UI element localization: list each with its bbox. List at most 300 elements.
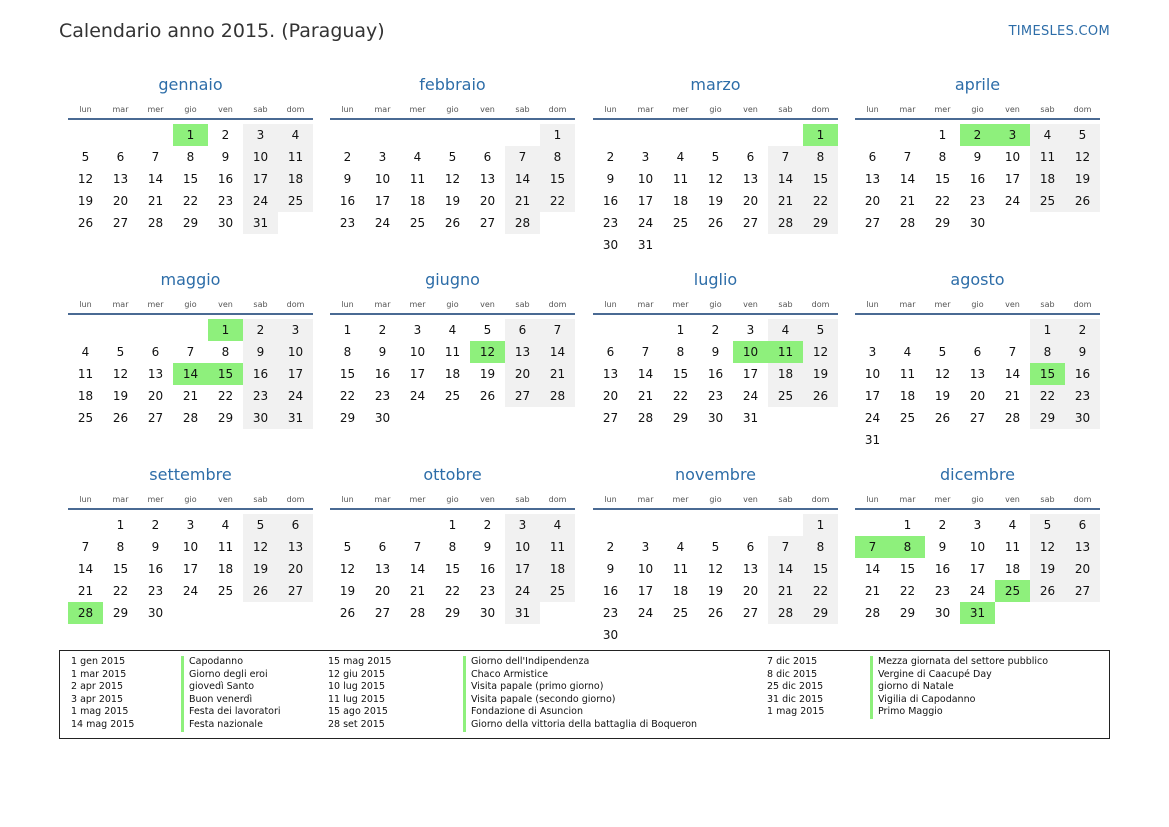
month-febbraio [330, 74, 575, 234]
day-cell: 26 [77, 216, 94, 230]
weekday-label: lun [866, 495, 879, 504]
weekday-label: lun [341, 495, 354, 504]
weekday-label: gio [184, 105, 197, 114]
day-cell: 18 [77, 389, 94, 403]
day-cell: 25 [672, 216, 689, 230]
day-cell: 19 [444, 194, 461, 208]
day-cell: 27 [864, 216, 881, 230]
weekday-label: gio [971, 105, 984, 114]
weekday-label: gio [971, 495, 984, 504]
day-cell: 22 [1030, 385, 1065, 407]
day-cell: 13 [147, 367, 164, 381]
day-cell: 31 [278, 407, 313, 429]
day-cell: 16 [934, 562, 951, 576]
day-cell: 27 [112, 216, 129, 230]
day-cell: 2 [343, 150, 352, 164]
day-cell: 4 [81, 345, 90, 359]
day-cell: 15 [540, 168, 575, 190]
day-cell: 22 [899, 584, 916, 598]
day-cell: 27 [147, 411, 164, 425]
months-container [68, 74, 1101, 644]
day-cell: 20 [864, 194, 881, 208]
legend-holiday-name: Festa nazionale [181, 719, 281, 732]
day-cell: 20 [742, 584, 759, 598]
day-cell: 2 [378, 323, 387, 337]
weekday-label: gio [446, 495, 459, 504]
day-cell: 13 [505, 341, 540, 363]
weekday-label: mer [934, 300, 951, 309]
weekday-label: ven [218, 105, 233, 114]
day-cell: 20 [505, 363, 540, 385]
day-cell: 22 [444, 584, 461, 598]
day-cell: 19 [112, 389, 129, 403]
legend-names-col-3 [870, 656, 1048, 719]
day-cell: 14 [864, 562, 881, 576]
day-cell: 17 [637, 584, 654, 598]
weekday-header [330, 293, 575, 315]
day-cell: 16 [243, 363, 278, 385]
month-title: luglio [693, 270, 738, 289]
day-cell: 15 [672, 367, 689, 381]
weekday-label: gio [184, 300, 197, 309]
day-cell: 24 [505, 580, 540, 602]
day-cell: 19 [707, 194, 724, 208]
weekday-label: mar [637, 300, 654, 309]
day-cell: 4 [540, 514, 575, 536]
legend-date: 3 apr 2015 [71, 693, 124, 705]
weekday-header [593, 98, 838, 120]
legend-holiday-name: Visita papale (secondo giorno) [463, 694, 697, 707]
day-cell: 15 [112, 562, 129, 576]
day-cell: 18 [768, 363, 803, 385]
day-cell: 11 [672, 172, 689, 186]
day-cell: 24 [374, 216, 391, 230]
day-cell: 5 [1030, 514, 1065, 536]
legend-date: 15 ago 2015 [328, 706, 388, 718]
legend-names-col-2 [463, 656, 697, 732]
day-cell: 23 [217, 194, 234, 208]
day-cell: 23 [707, 389, 724, 403]
legend-holiday-name: giovedì Santo [181, 681, 281, 694]
day-cell: 18 [409, 194, 426, 208]
day-cell: 1 [1030, 319, 1065, 341]
day-cell: 20 [742, 194, 759, 208]
day-cell: 17 [969, 562, 986, 576]
day-cell: 24 [243, 190, 278, 212]
day-cell: 19 [934, 389, 951, 403]
day-cell: 24 [637, 606, 654, 620]
day-cell: 22 [339, 389, 356, 403]
day-cell: 25 [768, 385, 803, 407]
day-cell: 9 [483, 540, 492, 554]
weekday-label: mer [934, 495, 951, 504]
day-grid [330, 514, 575, 624]
day-cell: 13 [742, 172, 759, 186]
day-cell: 29 [899, 606, 916, 620]
legend-holiday-name: Giorno dell'Indipendenza [463, 656, 697, 669]
day-cell: 16 [374, 367, 391, 381]
month-title: novembre [674, 465, 757, 484]
weekday-label: gio [709, 495, 722, 504]
day-grid [68, 124, 313, 234]
day-cell: 7 [151, 150, 160, 164]
weekday-header [855, 293, 1100, 315]
day-cell: 5 [116, 345, 125, 359]
legend-date: 14 mag 2015 [71, 718, 135, 730]
day-cell: 31 [505, 602, 540, 624]
day-cell: 26 [803, 385, 838, 407]
day-cell: 4 [1030, 124, 1065, 146]
day-cell: 15 [934, 172, 951, 186]
day-cell: 18 [217, 562, 234, 576]
day-cell: 10 [243, 146, 278, 168]
day-cell: 20 [969, 389, 986, 403]
weekday-label: dom [811, 105, 830, 114]
day-cell: 27 [479, 216, 496, 230]
day-cell: 8 [1030, 341, 1065, 363]
day-cell: 26 [934, 411, 951, 425]
legend-holiday-name: Primo Maggio [870, 706, 1048, 719]
day-cell: 10 [969, 540, 986, 554]
day-cell: 10 [278, 341, 313, 363]
day-cell: 22 [803, 580, 838, 602]
day-cell: 28 [637, 411, 654, 425]
day-cell: 7 [81, 540, 90, 554]
holiday-cell: 3 [995, 124, 1030, 146]
legend-date: 1 mag 2015 [767, 706, 825, 718]
day-grid [68, 319, 313, 429]
day-cell: 14 [505, 168, 540, 190]
weekday-label: ven [218, 495, 233, 504]
day-cell: 30 [374, 411, 391, 425]
day-cell: 12 [77, 172, 94, 186]
legend-date: 1 mar 2015 [71, 668, 127, 680]
day-cell: 3 [413, 323, 422, 337]
day-cell: 25 [1030, 190, 1065, 212]
day-cell: 20 [479, 194, 496, 208]
day-cell: 3 [746, 323, 755, 337]
weekday-header [855, 488, 1100, 510]
legend-date: 10 lug 2015 [328, 681, 385, 693]
day-cell: 2 [938, 518, 947, 532]
day-grid [593, 124, 838, 256]
day-cell: 15 [899, 562, 916, 576]
month-title: agosto [950, 270, 1005, 289]
day-cell: 7 [903, 150, 912, 164]
day-cell: 10 [374, 172, 391, 186]
day-cell: 5 [483, 323, 492, 337]
weekday-label: dom [1073, 105, 1092, 114]
day-cell: 12 [934, 367, 951, 381]
page-title: Calendario anno 2015. (Paraguay) [59, 20, 385, 42]
day-cell: 12 [803, 341, 838, 363]
weekday-label: sab [515, 300, 530, 309]
day-cell: 14 [409, 562, 426, 576]
day-cell: 30 [1065, 407, 1100, 429]
weekday-label: sab [253, 300, 268, 309]
day-cell: 22 [672, 389, 689, 403]
day-cell: 11 [278, 146, 313, 168]
day-cell: 25 [899, 411, 916, 425]
month-title: settembre [149, 465, 232, 484]
day-cell: 17 [742, 367, 759, 381]
weekday-label: sab [778, 495, 793, 504]
day-cell: 6 [483, 150, 492, 164]
day-cell: 28 [409, 606, 426, 620]
holiday-cell: 7 [855, 536, 890, 558]
day-cell: 9 [378, 345, 387, 359]
day-cell: 1 [343, 323, 352, 337]
day-cell: 30 [147, 606, 164, 620]
day-grid [330, 124, 575, 234]
day-cell: 18 [540, 558, 575, 580]
weekday-header [330, 488, 575, 510]
day-cell: 14 [77, 562, 94, 576]
day-cell: 14 [899, 172, 916, 186]
weekday-label: mar [112, 300, 129, 309]
day-cell: 2 [243, 319, 278, 341]
day-cell: 26 [339, 606, 356, 620]
legend-holiday-name: Visita papale (primo giorno) [463, 681, 697, 694]
day-cell: 14 [768, 558, 803, 580]
day-cell: 10 [1004, 150, 1021, 164]
day-cell: 12 [1030, 536, 1065, 558]
day-cell: 4 [768, 319, 803, 341]
weekday-label: lun [79, 105, 92, 114]
day-cell: 11 [1004, 540, 1021, 554]
day-cell: 12 [444, 172, 461, 186]
day-cell: 5 [711, 540, 720, 554]
month-title: febbraio [419, 75, 486, 94]
day-cell: 9 [938, 540, 947, 554]
legend-holiday-name: Fondazione di Asuncion [463, 706, 697, 719]
holiday-cell: 31 [960, 602, 995, 624]
holiday-cell: 1 [803, 124, 838, 146]
weekday-label: mer [147, 105, 164, 114]
day-cell: 8 [343, 345, 352, 359]
weekday-label: ven [743, 105, 758, 114]
day-cell: 2 [711, 323, 720, 337]
day-cell: 29 [803, 212, 838, 234]
legend-holiday-name: giorno di Natale [870, 681, 1048, 694]
weekday-label: dom [1073, 495, 1092, 504]
day-cell: 10 [409, 345, 426, 359]
day-cell: 13 [602, 367, 619, 381]
holiday-cell: 12 [470, 341, 505, 363]
day-cell: 21 [182, 389, 199, 403]
legend-date: 2 apr 2015 [71, 681, 124, 693]
day-cell: 11 [409, 172, 426, 186]
day-cell: 17 [182, 562, 199, 576]
holiday-cell: 1 [173, 124, 208, 146]
day-cell: 23 [339, 216, 356, 230]
weekday-label: lun [79, 300, 92, 309]
day-cell: 24 [742, 389, 759, 403]
weekday-header [593, 293, 838, 315]
weekday-label: dom [286, 105, 305, 114]
day-cell: 13 [864, 172, 881, 186]
day-cell: 16 [147, 562, 164, 576]
weekday-label: dom [548, 300, 567, 309]
legend-holiday-name: Vergine di Caacupé Day [870, 669, 1048, 682]
day-cell: 15 [182, 172, 199, 186]
day-cell: 28 [505, 212, 540, 234]
day-cell: 20 [374, 584, 391, 598]
day-cell: 9 [606, 562, 615, 576]
day-cell: 14 [768, 168, 803, 190]
day-cell: 4 [1008, 518, 1017, 532]
day-cell: 6 [116, 150, 125, 164]
day-cell: 23 [479, 584, 496, 598]
day-cell: 27 [602, 411, 619, 425]
weekday-label: mar [899, 105, 916, 114]
day-cell: 17 [278, 363, 313, 385]
day-cell: 8 [186, 150, 195, 164]
day-cell: 9 [151, 540, 160, 554]
month-settembre [68, 464, 313, 624]
weekday-label: dom [548, 105, 567, 114]
weekday-label: ven [1005, 495, 1020, 504]
weekday-label: sab [778, 300, 793, 309]
month-title: dicembre [939, 465, 1016, 484]
day-cell: 17 [243, 168, 278, 190]
month-novembre [593, 464, 838, 646]
weekday-label: mer [409, 105, 426, 114]
month-title: ottobre [423, 465, 482, 484]
weekday-label: ven [743, 495, 758, 504]
day-cell: 24 [1004, 194, 1021, 208]
day-cell: 7 [186, 345, 195, 359]
day-cell: 4 [413, 150, 422, 164]
weekday-header [855, 98, 1100, 120]
day-cell: 10 [637, 562, 654, 576]
day-cell: 8 [803, 536, 838, 558]
weekday-label: mar [637, 495, 654, 504]
day-cell: 21 [768, 190, 803, 212]
day-cell: 13 [969, 367, 986, 381]
day-cell: 7 [413, 540, 422, 554]
weekday-label: mer [409, 495, 426, 504]
weekday-label: dom [811, 495, 830, 504]
weekday-label: lun [604, 300, 617, 309]
day-cell: 3 [505, 514, 540, 536]
day-cell: 15 [444, 562, 461, 576]
day-cell: 17 [409, 367, 426, 381]
day-cell: 7 [768, 536, 803, 558]
day-cell: 5 [243, 514, 278, 536]
day-cell: 16 [602, 194, 619, 208]
day-cell: 4 [676, 540, 685, 554]
month-title: marzo [690, 75, 741, 94]
weekday-label: lun [341, 300, 354, 309]
day-cell: 25 [77, 411, 94, 425]
day-cell: 12 [707, 172, 724, 186]
day-cell: 6 [746, 540, 755, 554]
month-title: giugno [425, 270, 480, 289]
day-cell: 22 [803, 190, 838, 212]
day-cell: 18 [1004, 562, 1021, 576]
day-cell: 21 [637, 389, 654, 403]
day-cell: 15 [339, 367, 356, 381]
day-grid [593, 514, 838, 646]
day-cell: 25 [444, 389, 461, 403]
weekday-label: gio [446, 300, 459, 309]
day-cell: 7 [540, 319, 575, 341]
holiday-cell: 1 [208, 319, 243, 341]
day-cell: 20 [112, 194, 129, 208]
day-cell: 5 [343, 540, 352, 554]
month-title: maggio [160, 270, 221, 289]
legend-dates-col-2 [328, 656, 391, 732]
legend-date: 1 gen 2015 [71, 656, 126, 667]
legend-date: 28 set 2015 [328, 718, 385, 730]
day-cell: 29 [182, 216, 199, 230]
day-cell: 7 [768, 146, 803, 168]
weekday-label: sab [778, 105, 793, 114]
day-cell: 6 [606, 345, 615, 359]
day-cell: 3 [186, 518, 195, 532]
weekday-label: dom [286, 300, 305, 309]
day-cell: 18 [278, 168, 313, 190]
day-cell: 24 [637, 216, 654, 230]
weekday-label: mer [672, 105, 689, 114]
month-agosto [855, 269, 1100, 451]
weekday-label: mer [672, 300, 689, 309]
weekday-header [593, 488, 838, 510]
weekday-header [68, 293, 313, 315]
day-cell: 7 [505, 146, 540, 168]
day-cell: 23 [147, 584, 164, 598]
brand-link[interactable]: TIMESLES.COM [1008, 24, 1110, 39]
holiday-cell: 15 [1030, 363, 1065, 385]
day-cell: 16 [969, 172, 986, 186]
day-cell: 13 [112, 172, 129, 186]
day-cell: 30 [217, 216, 234, 230]
day-cell: 26 [707, 606, 724, 620]
day-cell: 29 [112, 606, 129, 620]
month-luglio [593, 269, 838, 429]
day-cell: 24 [182, 584, 199, 598]
day-cell: 21 [1004, 389, 1021, 403]
day-cell: 15 [803, 558, 838, 580]
day-cell: 24 [278, 385, 313, 407]
day-cell: 6 [378, 540, 387, 554]
day-grid [330, 319, 575, 429]
holiday-cell: 28 [68, 602, 103, 624]
weekday-label: lun [866, 300, 879, 309]
holiday-cell: 11 [768, 341, 803, 363]
day-cell: 26 [707, 216, 724, 230]
day-cell: 16 [479, 562, 496, 576]
day-cell: 7 [641, 345, 650, 359]
weekday-label: sab [1040, 105, 1055, 114]
day-cell: 6 [1065, 514, 1100, 536]
day-cell: 3 [868, 345, 877, 359]
day-cell: 15 [803, 168, 838, 190]
day-cell: 8 [116, 540, 125, 554]
day-cell: 4 [448, 323, 457, 337]
weekday-label: sab [1040, 300, 1055, 309]
day-cell: 1 [540, 124, 575, 146]
day-cell: 21 [505, 190, 540, 212]
day-cell: 20 [147, 389, 164, 403]
weekday-label: mar [899, 495, 916, 504]
day-cell: 28 [540, 385, 575, 407]
legend-holiday-name: Buon venerdì [181, 694, 281, 707]
day-cell: 1 [938, 128, 947, 142]
day-cell: 8 [221, 345, 230, 359]
day-cell: 27 [969, 411, 986, 425]
